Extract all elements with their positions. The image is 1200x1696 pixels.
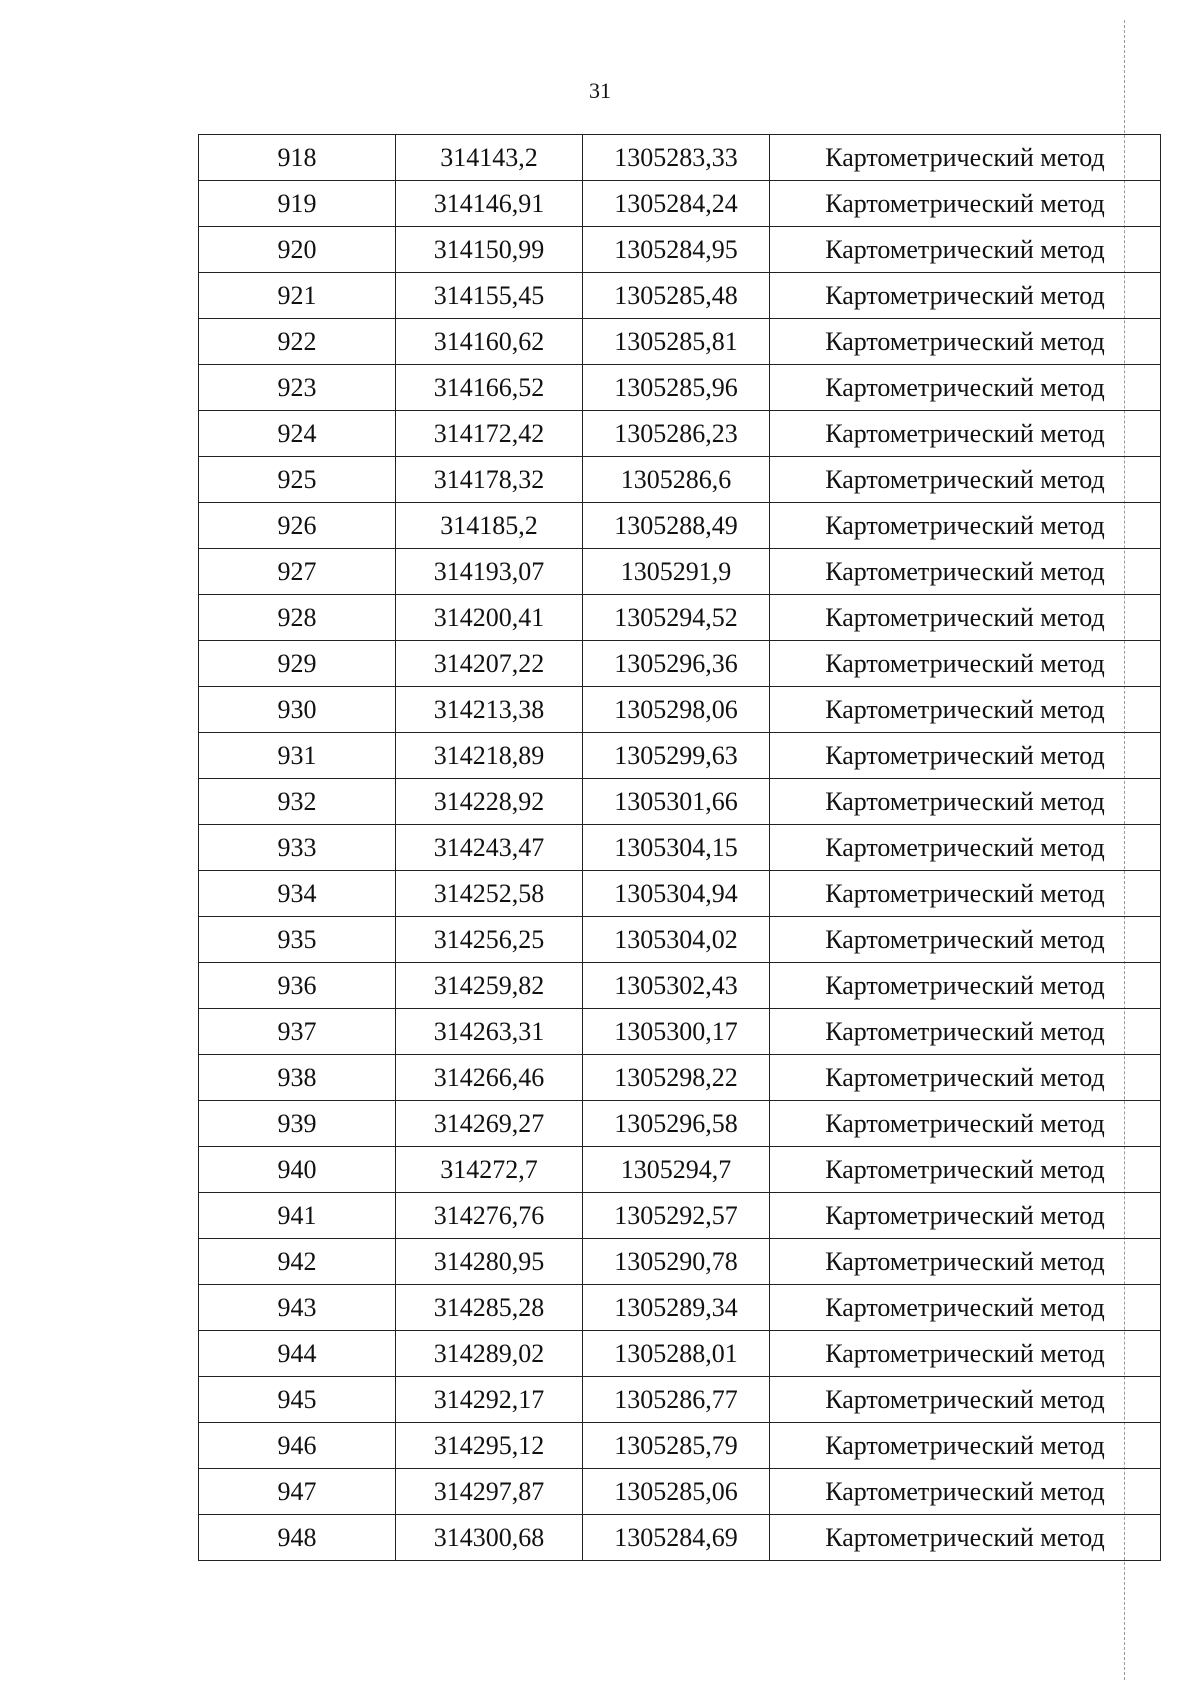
x-coordinate-cell: 314289,02 [396,1331,583,1377]
y-coordinate-cell: 1305288,49 [583,503,770,549]
point-number-cell: 937 [199,1009,396,1055]
table-row [199,181,1161,227]
x-coordinate-cell: 314185,2 [396,503,583,549]
y-coordinate-cell: 1305296,36 [583,641,770,687]
y-coordinate-cell: 1305304,94 [583,871,770,917]
y-coordinate-cell: 1305285,81 [583,319,770,365]
point-number-cell: 923 [199,365,396,411]
table-row [199,135,1161,181]
point-number-cell: 940 [199,1147,396,1193]
y-coordinate-cell: 1305294,52 [583,595,770,641]
table-row [199,917,1161,963]
table-row [199,457,1161,503]
method-cell: Картометрический метод [770,1285,1161,1331]
y-coordinate-cell: 1305285,48 [583,273,770,319]
table-row [199,1055,1161,1101]
point-number-cell: 926 [199,503,396,549]
y-coordinate-cell: 1305294,7 [583,1147,770,1193]
x-coordinate-cell: 314155,45 [396,273,583,319]
y-coordinate-cell: 1305284,95 [583,227,770,273]
x-coordinate-cell: 314256,25 [396,917,583,963]
y-coordinate-cell: 1305285,79 [583,1423,770,1469]
method-cell: Картометрический метод [770,963,1161,1009]
x-coordinate-cell: 314218,89 [396,733,583,779]
y-coordinate-cell: 1305285,06 [583,1469,770,1515]
table-row [199,1377,1161,1423]
method-cell: Картометрический метод [770,549,1161,595]
method-cell: Картометрический метод [770,1377,1161,1423]
x-coordinate-cell: 314292,17 [396,1377,583,1423]
point-number-cell: 928 [199,595,396,641]
table-row [199,1331,1161,1377]
point-number-cell: 924 [199,411,396,457]
table-row [199,641,1161,687]
x-coordinate-cell: 314160,62 [396,319,583,365]
method-cell: Картометрический метод [770,825,1161,871]
y-coordinate-cell: 1305288,01 [583,1331,770,1377]
table-row [199,227,1161,273]
x-coordinate-cell: 314300,68 [396,1515,583,1561]
x-coordinate-cell: 314297,87 [396,1469,583,1515]
method-cell: Картометрический метод [770,1469,1161,1515]
method-cell: Картометрический метод [770,1101,1161,1147]
table-row [199,825,1161,871]
point-number-cell: 947 [199,1469,396,1515]
point-number-cell: 929 [199,641,396,687]
point-number-cell: 939 [199,1101,396,1147]
point-number-cell: 944 [199,1331,396,1377]
x-coordinate-cell: 314207,22 [396,641,583,687]
x-coordinate-cell: 314272,7 [396,1147,583,1193]
x-coordinate-cell: 314146,91 [396,181,583,227]
x-coordinate-cell: 314295,12 [396,1423,583,1469]
y-coordinate-cell: 1305284,69 [583,1515,770,1561]
table-row [199,963,1161,1009]
x-coordinate-cell: 314252,58 [396,871,583,917]
point-number-cell: 933 [199,825,396,871]
point-number-cell: 927 [199,549,396,595]
y-coordinate-cell: 1305285,96 [583,365,770,411]
point-number-cell: 945 [199,1377,396,1423]
y-coordinate-cell: 1305286,77 [583,1377,770,1423]
y-coordinate-cell: 1305284,24 [583,181,770,227]
x-coordinate-cell: 314269,27 [396,1101,583,1147]
y-coordinate-cell: 1305298,22 [583,1055,770,1101]
method-cell: Картометрический метод [770,733,1161,779]
y-coordinate-cell: 1305292,57 [583,1193,770,1239]
method-cell: Картометрический метод [770,227,1161,273]
method-cell: Картометрический метод [770,1193,1161,1239]
point-number-cell: 919 [199,181,396,227]
x-coordinate-cell: 314259,82 [396,963,583,1009]
y-coordinate-cell: 1305299,63 [583,733,770,779]
coordinates-table [198,134,1161,1561]
point-number-cell: 935 [199,917,396,963]
method-cell: Картометрический метод [770,1515,1161,1561]
x-coordinate-cell: 314166,52 [396,365,583,411]
point-number-cell: 942 [199,1239,396,1285]
point-number-cell: 943 [199,1285,396,1331]
point-number-cell: 936 [199,963,396,1009]
x-coordinate-cell: 314263,31 [396,1009,583,1055]
point-number-cell: 922 [199,319,396,365]
method-cell: Картометрический метод [770,181,1161,227]
method-cell: Картометрический метод [770,687,1161,733]
table-row [199,549,1161,595]
method-cell: Картометрический метод [770,1239,1161,1285]
y-coordinate-cell: 1305302,43 [583,963,770,1009]
method-cell: Картометрический метод [770,365,1161,411]
x-coordinate-cell: 314193,07 [396,549,583,595]
x-coordinate-cell: 314143,2 [396,135,583,181]
method-cell: Картометрический метод [770,503,1161,549]
table-row [199,365,1161,411]
y-coordinate-cell: 1305296,58 [583,1101,770,1147]
point-number-cell: 931 [199,733,396,779]
y-coordinate-cell: 1305304,15 [583,825,770,871]
page-number: 31 [589,78,611,103]
table-row [199,1239,1161,1285]
table-row [199,1423,1161,1469]
y-coordinate-cell: 1305289,34 [583,1285,770,1331]
method-cell: Картометрический метод [770,871,1161,917]
y-coordinate-cell: 1305298,06 [583,687,770,733]
table-row [199,503,1161,549]
y-coordinate-cell: 1305301,66 [583,779,770,825]
table-row [199,1147,1161,1193]
table-row [199,1193,1161,1239]
method-cell: Картометрический метод [770,135,1161,181]
table-row [199,687,1161,733]
point-number-cell: 920 [199,227,396,273]
point-number-cell: 925 [199,457,396,503]
method-cell: Картометрический метод [770,917,1161,963]
table-row [199,733,1161,779]
coordinates-table-body [199,135,1161,1561]
y-coordinate-cell: 1305304,02 [583,917,770,963]
x-coordinate-cell: 314243,47 [396,825,583,871]
method-cell: Картометрический метод [770,779,1161,825]
point-number-cell: 932 [199,779,396,825]
y-coordinate-cell: 1305300,17 [583,1009,770,1055]
point-number-cell: 941 [199,1193,396,1239]
method-cell: Картометрический метод [770,1009,1161,1055]
y-coordinate-cell: 1305291,9 [583,549,770,595]
y-coordinate-cell: 1305286,23 [583,411,770,457]
method-cell: Картометрический метод [770,1055,1161,1101]
x-coordinate-cell: 314150,99 [396,227,583,273]
method-cell: Картометрический метод [770,641,1161,687]
x-coordinate-cell: 314276,76 [396,1193,583,1239]
y-coordinate-cell: 1305286,6 [583,457,770,503]
method-cell: Картометрический метод [770,1423,1161,1469]
point-number-cell: 921 [199,273,396,319]
method-cell: Картометрический метод [770,319,1161,365]
method-cell: Картометрический метод [770,411,1161,457]
point-number-cell: 934 [199,871,396,917]
point-number-cell: 918 [199,135,396,181]
table-row [199,273,1161,319]
method-cell: Картометрический метод [770,1147,1161,1193]
table-row [199,1285,1161,1331]
table-row [199,411,1161,457]
point-number-cell: 938 [199,1055,396,1101]
table-row [199,779,1161,825]
x-coordinate-cell: 314172,42 [396,411,583,457]
table-row [199,1009,1161,1055]
table-row [199,319,1161,365]
table-row [199,871,1161,917]
x-coordinate-cell: 314178,32 [396,457,583,503]
point-number-cell: 946 [199,1423,396,1469]
x-coordinate-cell: 314285,28 [396,1285,583,1331]
x-coordinate-cell: 314213,38 [396,687,583,733]
x-coordinate-cell: 314228,92 [396,779,583,825]
table-row [199,1101,1161,1147]
table-row [199,595,1161,641]
method-cell: Картометрический метод [770,595,1161,641]
table-row [199,1515,1161,1561]
method-cell: Картометрический метод [770,457,1161,503]
x-coordinate-cell: 314266,46 [396,1055,583,1101]
method-cell: Картометрический метод [770,1331,1161,1377]
x-coordinate-cell: 314280,95 [396,1239,583,1285]
point-number-cell: 930 [199,687,396,733]
table-row [199,1469,1161,1515]
y-coordinate-cell: 1305283,33 [583,135,770,181]
y-coordinate-cell: 1305290,78 [583,1239,770,1285]
x-coordinate-cell: 314200,41 [396,595,583,641]
method-cell: Картометрический метод [770,273,1161,319]
point-number-cell: 948 [199,1515,396,1561]
